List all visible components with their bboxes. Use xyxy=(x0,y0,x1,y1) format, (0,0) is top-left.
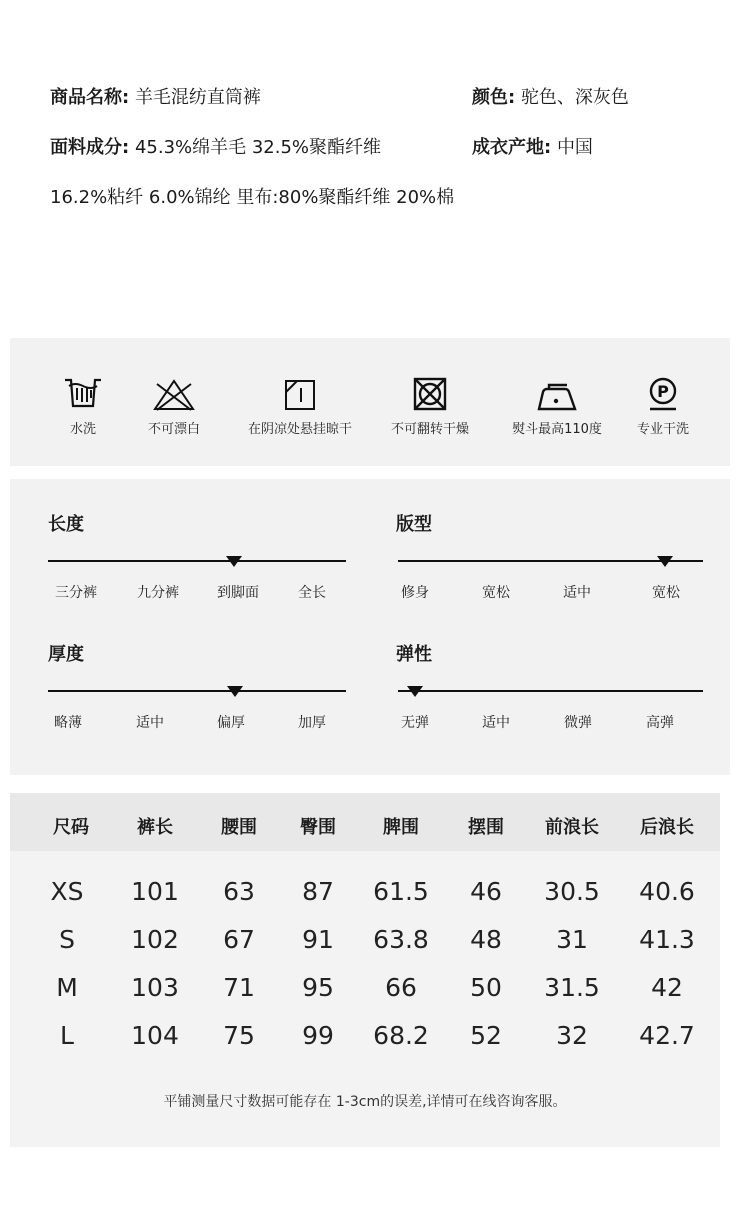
elasticity-marker xyxy=(407,686,423,697)
table-cell: 75 xyxy=(223,1021,255,1050)
table-cell: 31 xyxy=(556,925,588,954)
table-cell: 87 xyxy=(302,877,334,906)
elasticity-option: 无弹 xyxy=(401,715,429,731)
fit-option: 修身 xyxy=(401,585,429,601)
thickness-title: 厚度 xyxy=(48,644,84,665)
elasticity-title: 弹性 xyxy=(396,644,432,665)
care-label-iron: 熨斗最高110度 xyxy=(512,422,602,437)
fit-title: 版型 xyxy=(396,514,432,535)
professional-dry-clean-icon xyxy=(603,372,723,412)
elasticity-option: 高弹 xyxy=(646,715,674,731)
length-option: 九分裤 xyxy=(137,585,179,601)
table-cell: S xyxy=(59,925,75,954)
table-cell: 41.3 xyxy=(639,925,695,954)
product-name-line xyxy=(50,86,261,110)
column-header: 前浪长 xyxy=(545,817,599,838)
care-item-shade-dry xyxy=(240,372,360,437)
table-cell: 66 xyxy=(385,973,417,1002)
care-label-shade-dry: 在阴凉处悬挂晾干 xyxy=(247,422,352,437)
product-name-label: 商品名称: xyxy=(50,87,130,108)
table-cell: 30.5 xyxy=(544,877,600,906)
color-label: 颜色: xyxy=(472,87,516,108)
origin-value: 中国 xyxy=(556,137,593,158)
table-cell: 95 xyxy=(302,973,334,1002)
table-cell: 103 xyxy=(131,973,179,1002)
elasticity-option: 微弹 xyxy=(564,715,592,731)
origin-label: 成衣产地: xyxy=(472,137,552,158)
fit-option: 宽松 xyxy=(482,585,510,601)
length-scale-line xyxy=(48,560,346,562)
no-tumble-dry-icon xyxy=(370,372,490,412)
table-cell: XS xyxy=(50,877,84,906)
product-name-value: 羊毛混纺直筒裤 xyxy=(134,87,261,108)
column-header: 腰围 xyxy=(221,817,257,838)
iron-icon xyxy=(497,372,617,412)
no-bleach-triangle-icon xyxy=(114,372,234,412)
care-item-dry-clean xyxy=(603,372,723,437)
table-cell: 61.5 xyxy=(373,877,429,906)
table-cell: 63 xyxy=(223,877,255,906)
fit-option: 适中 xyxy=(563,585,591,601)
table-cell: 48 xyxy=(470,925,502,954)
fit-marker xyxy=(657,556,673,567)
length-option: 到脚面 xyxy=(217,585,259,601)
fit-option: 宽松 xyxy=(652,585,680,601)
fabric-value: 45.3%绵羊毛 32.5%聚酯纤维 xyxy=(134,137,382,158)
table-cell: 67 xyxy=(223,925,255,954)
care-item-no-bleach xyxy=(114,372,234,437)
origin-line xyxy=(472,136,593,160)
table-cell: 32 xyxy=(556,1021,588,1050)
table-cell: 46 xyxy=(470,877,502,906)
thickness-option: 略薄 xyxy=(54,715,82,731)
table-cell: 71 xyxy=(223,973,255,1002)
color-line xyxy=(472,86,629,110)
size-table-header xyxy=(10,793,720,851)
elasticity-scale-line xyxy=(398,690,703,692)
care-label-no-bleach: 不可漂白 xyxy=(147,422,200,437)
table-cell: M xyxy=(56,973,78,1002)
care-label-dry-clean: 专业干洗 xyxy=(636,422,689,437)
color-value: 驼色、深灰色 xyxy=(520,87,629,108)
column-header: 摆围 xyxy=(468,817,504,838)
table-cell: 102 xyxy=(131,925,179,954)
elasticity-option: 适中 xyxy=(482,715,510,731)
table-cell: 68.2 xyxy=(373,1021,429,1050)
thickness-option: 偏厚 xyxy=(217,715,245,731)
column-header: 裤长 xyxy=(137,817,173,838)
fabric-line xyxy=(50,136,381,160)
length-option: 三分裤 xyxy=(55,585,97,601)
table-cell: 91 xyxy=(302,925,334,954)
table-cell: 101 xyxy=(131,877,179,906)
column-header: 脾围 xyxy=(383,817,419,838)
svg-text:P: P xyxy=(657,382,669,401)
care-item-no-tumble xyxy=(370,372,490,437)
size-table xyxy=(10,793,720,1147)
table-cell: 63.8 xyxy=(373,925,429,954)
table-cell: L xyxy=(60,1021,74,1050)
length-marker xyxy=(226,556,242,567)
table-cell: 40.6 xyxy=(639,877,695,906)
attributes-panel xyxy=(10,479,730,775)
fabric-line-2: 16.2%粘纤 6.0%锦纶 里布:80%聚酯纤维 20%棉 xyxy=(50,187,455,208)
care-item-iron xyxy=(497,372,617,437)
table-cell: 31.5 xyxy=(544,973,600,1002)
column-header: 后浪长 xyxy=(640,817,694,838)
thickness-marker xyxy=(227,686,243,697)
length-option: 全长 xyxy=(298,585,326,601)
table-cell: 42.7 xyxy=(639,1021,695,1050)
fabric-label: 面料成分: xyxy=(50,137,130,158)
table-cell: 50 xyxy=(470,973,502,1002)
care-label-no-tumble: 不可翻转干燥 xyxy=(390,422,469,437)
thickness-option: 适中 xyxy=(136,715,164,731)
column-header: 臀围 xyxy=(300,817,336,838)
length-title: 长度 xyxy=(48,514,84,535)
care-instructions-panel xyxy=(10,338,730,466)
care-label-wash: 水洗 xyxy=(69,422,96,437)
measurement-note: 平铺测量尺寸数据可能存在 1-3cm的误差,详情可在线咨询客服。 xyxy=(163,1094,567,1110)
table-cell: 99 xyxy=(302,1021,334,1050)
shade-hang-dry-icon xyxy=(240,372,360,412)
table-cell: 42 xyxy=(651,973,683,1002)
thickness-option: 加厚 xyxy=(298,715,326,731)
table-cell: 104 xyxy=(131,1021,179,1050)
column-header: 尺码 xyxy=(53,817,89,838)
table-cell: 52 xyxy=(470,1021,502,1050)
thickness-scale-line xyxy=(48,690,346,692)
